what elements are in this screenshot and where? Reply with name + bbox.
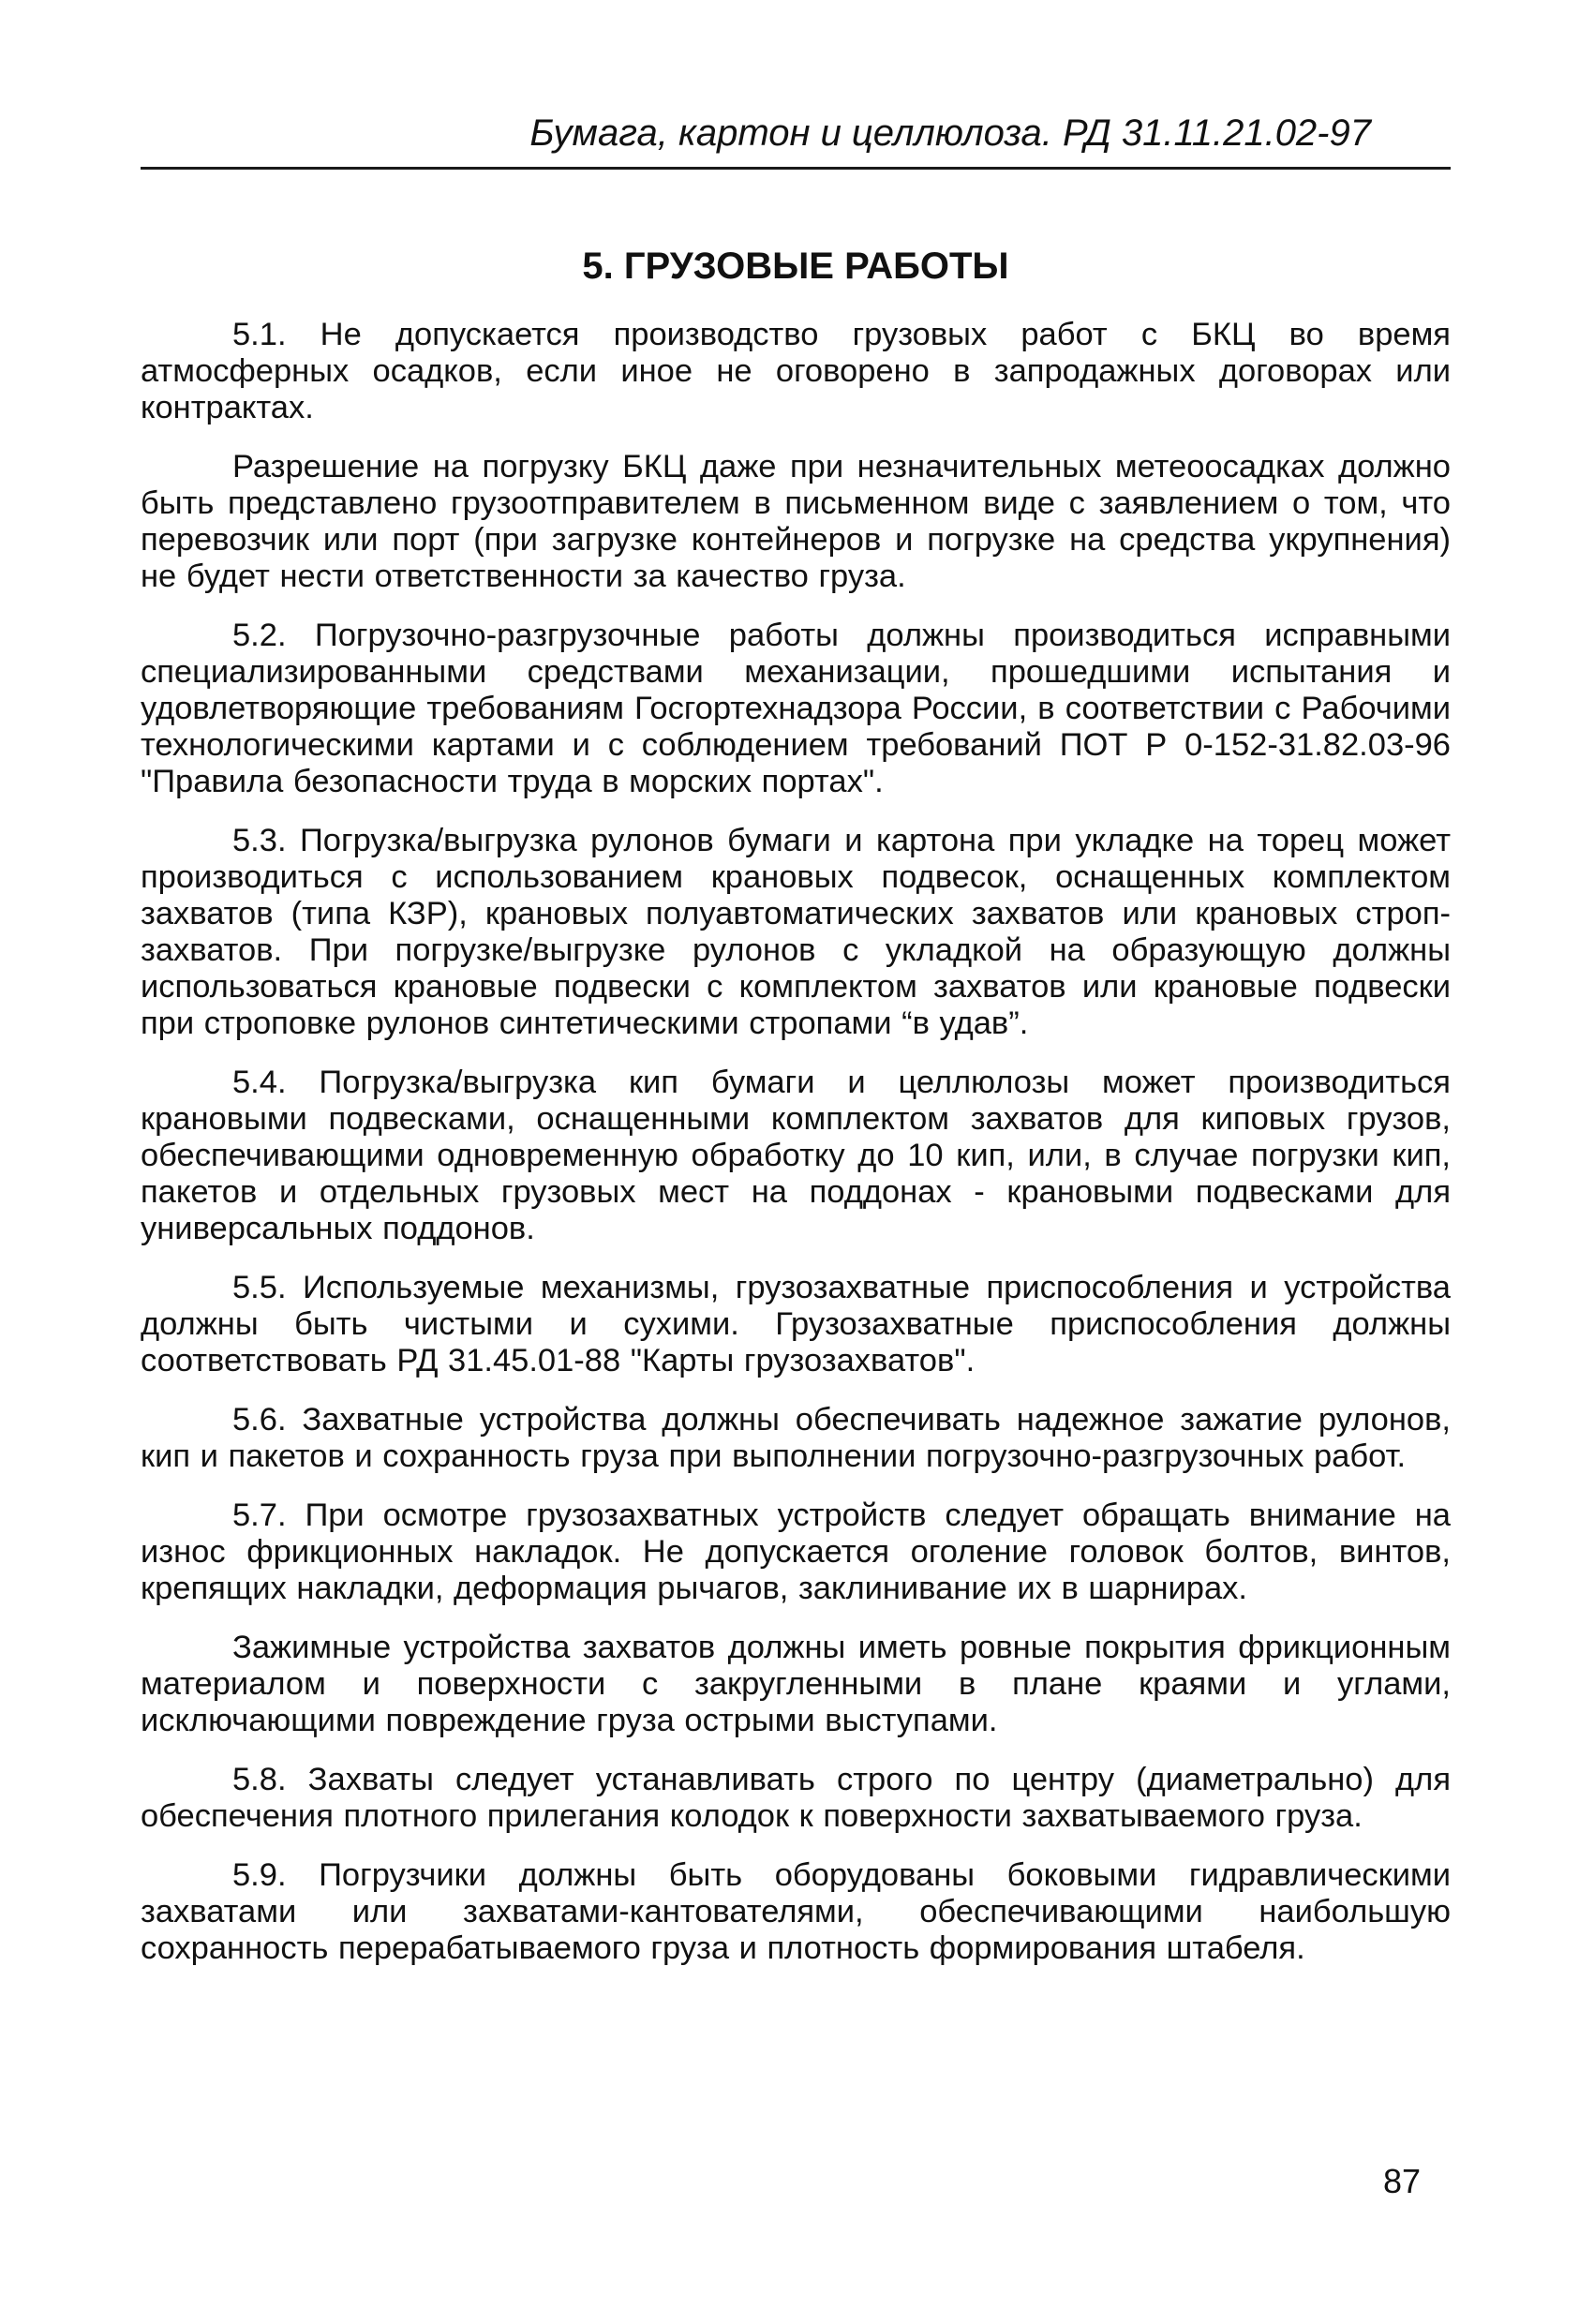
paragraph-5-4: 5.4. Погрузка/выгрузка кип бумаги и целлюлозы может производиться крановыми подвесками, оснащенными комплектом захватов для киповых грузов, обеспечивающими одновременную обработку до 10 кип, или, в случае погрузки кип, пакетов и отдельных грузовых мест на поддонах - крановыми подвесками для универсальных поддонов.	[141, 1065, 1451, 1246]
paragraph-5-7-clamps: Зажимные устройства захватов должны иметь ровные покрытия фрикционным материалом и поверхности с закругленными в плане краями и углами, исключающими повреждение груза острыми выступами.	[141, 1630, 1451, 1738]
page-number: 87	[1382, 2162, 1421, 2200]
paragraph-5-8: 5.8. Захваты следует устанавливать строго по центру (диаметрально) для обеспечения плотного прилегания колодок к поверхности захватываемого груза.	[141, 1762, 1451, 1834]
paragraph-5-2: 5.2. Погрузочно-разгрузочные работы должны производиться исправными специализированными средствами механизации, прошедшими испытания и удовлетворяющие требованиям Госгортехнадзора России, в соответствии с Рабочими технологическими картами и с соблюдением требований ПОТ Р 0-152-31.82.03-96 "Правила безопасности труда в морских портах".	[141, 618, 1451, 799]
paragraph-5-1: 5.1. Не допускается производство грузовых работ с БКЦ во время атмосферных осадков, если иное не оговорено в запродажных договорах или контрактах.	[141, 317, 1451, 425]
paragraph-5-3: 5.3. Погрузка/выгрузка рулонов бумаги и картона при укладке на торец может производиться с использованием крановых подвесок, оснащенных комплектом захватов (типа КЗР), крановых полуавтоматических захватов или крановых строп-захватов. При погрузке/выгрузке рулонов с укладкой на образующую должны использоваться крановые подвески с комплектом захватов или крановые подвески при строповке рулонов синтетическими стропами “в удав”.	[141, 823, 1451, 1041]
header-divider	[141, 167, 1451, 170]
paragraph-5-6: 5.6. Захватные устройства должны обеспечивать надежное зажатие рулонов, кип и пакетов и сохранность груза при выполнении погрузочно-разгрузочных работ.	[141, 1402, 1451, 1474]
section-title: 5. ГРУЗОВЫЕ РАБОТЫ	[582, 246, 1009, 287]
paragraph-5-7: 5.7. При осмотре грузозахватных устройств следует обращать внимание на износ фрикционных накладок. Не допускается оголение головок болтов, винтов, крепящих накладки, деформация рычагов, заклинивание их в шарнирах.	[141, 1497, 1451, 1606]
paragraph-5-9: 5.9. Погрузчики должны быть оборудованы боковыми гидравлическими захватами или захватами-кантователями, обеспечивающими наибольшую сохранность перерабатываемого груза и плотность формирования штабеля.	[141, 1857, 1451, 1966]
paragraph-5-1-permission: Разрешение на погрузку БКЦ даже при незначительных метеоосадках должно быть представлено грузоотправителем в письменном виде с заявлением о том, что перевозчик или порт (при загрузке контейнеров и погрузке на средства укрупнения) не будет нести ответственности за качество груза.	[141, 449, 1451, 594]
body-text	[141, 317, 1451, 1989]
running-header: Бумага, картон и целлюлоза. РД 31.11.21.02-97	[529, 112, 1371, 154]
paragraph-5-5: 5.5. Используемые механизмы, грузозахватные приспособления и устройства должны быть чистыми и сухими. Грузозахватные приспособления должны соответствовать РД 31.45.01-88 "Карты грузозахватов".	[141, 1270, 1451, 1378]
